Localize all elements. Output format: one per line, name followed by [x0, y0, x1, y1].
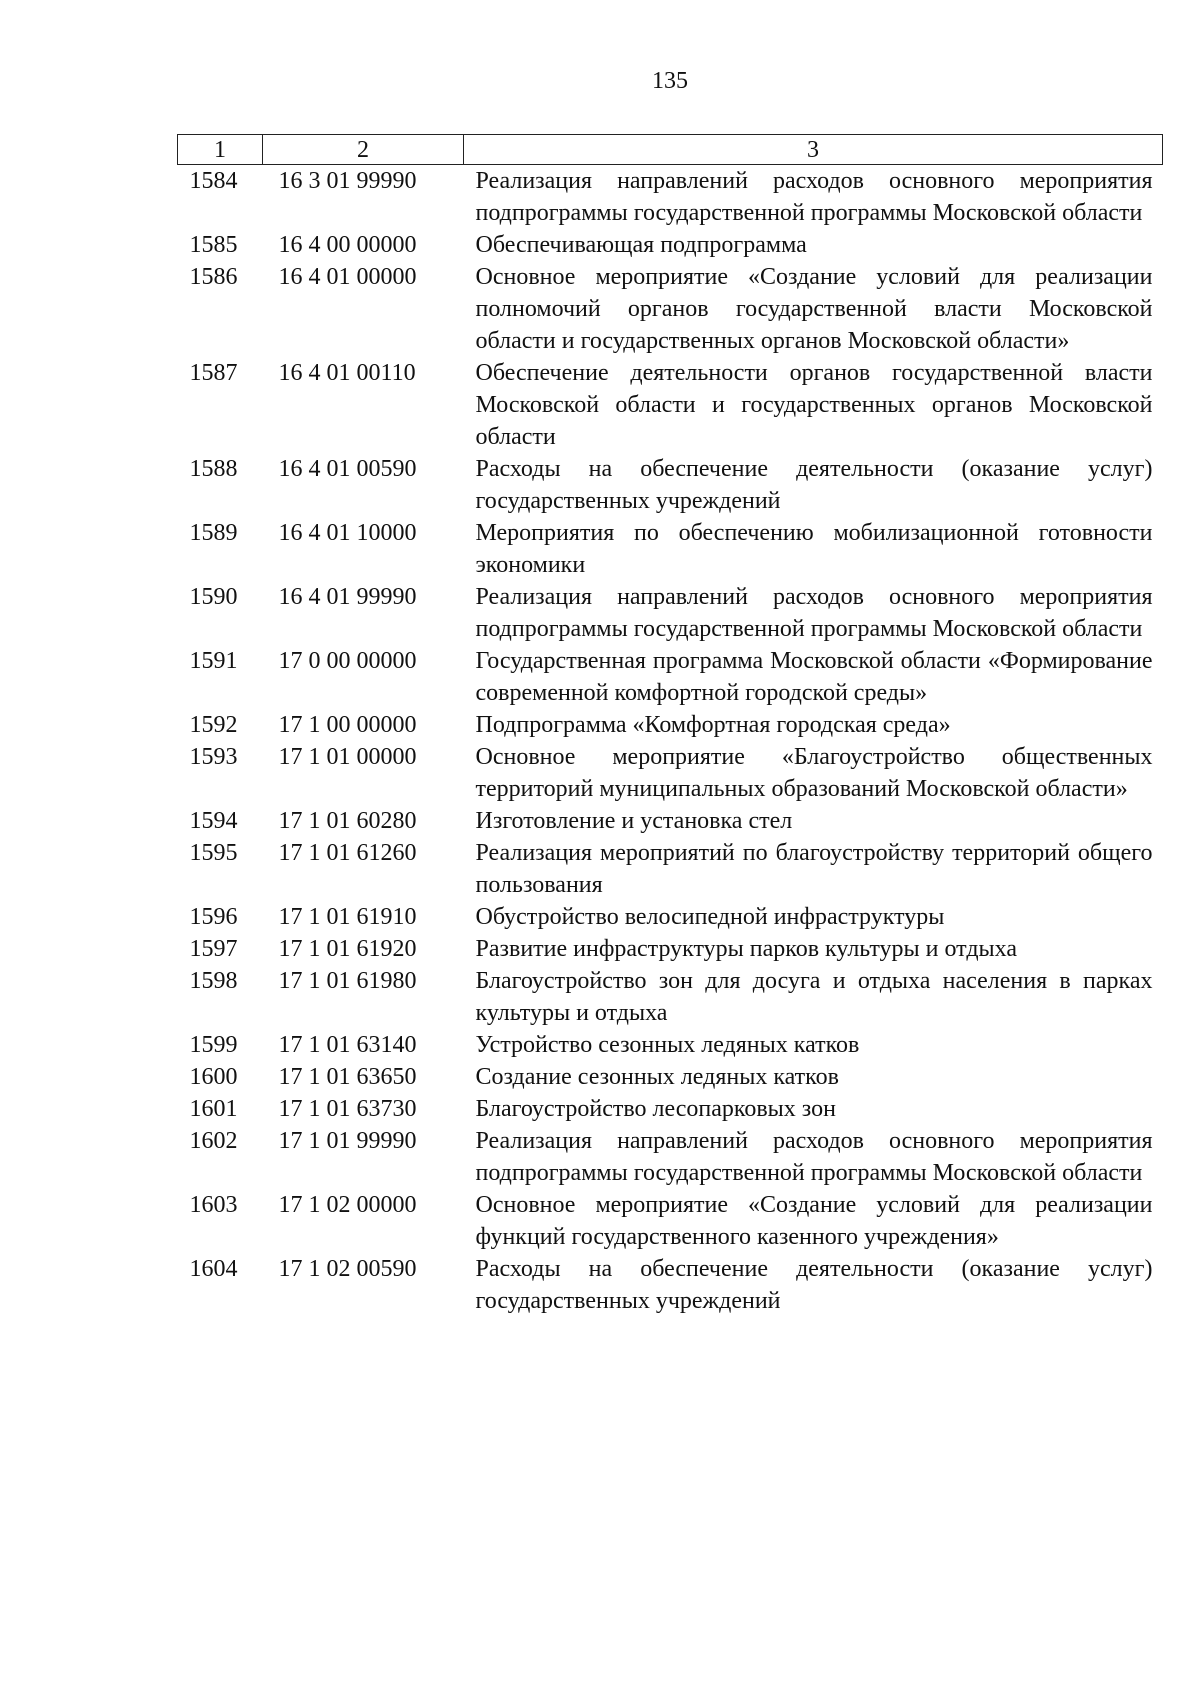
- row-name: Государственная программа Московской области «Формирование современной комфортной городской среды»: [475, 648, 1153, 706]
- row-code: 17 1 01 60280: [278, 808, 417, 834]
- table-row: [178, 1125, 1163, 1189]
- row-number: 1594: [189, 808, 238, 834]
- table-row: [178, 581, 1163, 645]
- table-row: [178, 453, 1163, 517]
- row-code: 17 1 01 61910: [278, 904, 417, 930]
- row-name: Подпрограмма «Комфортная городская среда»: [475, 712, 951, 738]
- row-name: Обеспечение деятельности органов государственной власти Московской области и государственных органов Московской области: [475, 360, 1153, 450]
- row-name: Реализация направлений расходов основного мероприятия подпрограммы государственной программы Московской области: [475, 168, 1153, 226]
- row-code: 17 1 01 61260: [278, 840, 417, 866]
- row-number: 1596: [189, 904, 238, 930]
- row-name: Основное мероприятие «Создание условий для реализации функций государственного казенного учреждения»: [475, 1192, 1153, 1250]
- row-code: 16 4 01 10000: [278, 520, 417, 546]
- row-code: 17 1 01 99990: [278, 1128, 417, 1154]
- row-code: 16 3 01 99990: [278, 168, 417, 194]
- row-name: Обустройство велосипедной инфраструктуры: [475, 904, 945, 930]
- row-number: 1599: [189, 1032, 238, 1058]
- table-row: [178, 517, 1163, 581]
- row-code: 17 1 01 61920: [278, 936, 417, 962]
- row-number: 1593: [189, 744, 238, 770]
- row-name: Расходы на обеспечение деятельности (оказание услуг) государственных учреждений: [475, 1256, 1153, 1314]
- row-number: 1597: [189, 936, 238, 962]
- table-row: [178, 837, 1163, 901]
- row-code: 17 1 02 00590: [278, 1256, 417, 1282]
- table-row: [178, 1061, 1163, 1093]
- row-name: Благоустройство лесопарковых зон: [475, 1096, 836, 1122]
- row-name: Мероприятия по обеспечению мобилизационной готовности экономики: [475, 520, 1153, 578]
- table-row: [178, 645, 1163, 709]
- row-number: 1598: [189, 968, 238, 994]
- row-code: 17 1 01 63140: [278, 1032, 417, 1058]
- row-code: 17 1 01 61980: [278, 968, 417, 994]
- row-number: 1603: [189, 1192, 238, 1218]
- table-row: [178, 965, 1163, 1029]
- row-number: 1591: [189, 648, 238, 674]
- table-row: [178, 805, 1163, 837]
- row-name: Создание сезонных ледяных катков: [475, 1064, 839, 1090]
- row-number: 1602: [189, 1128, 238, 1154]
- row-name: Реализация направлений расходов основного мероприятия подпрограммы государственной программы Московской области: [475, 584, 1153, 642]
- row-number: 1587: [189, 360, 238, 386]
- row-code: 16 4 01 00000: [278, 264, 417, 290]
- row-name: Обеспечивающая подпрограмма: [475, 232, 807, 258]
- column-header-1: 1: [178, 135, 263, 165]
- table-body: [178, 165, 1163, 1318]
- row-code: 16 4 01 00110: [278, 360, 416, 386]
- budget-classification-table: [177, 134, 1163, 1317]
- row-code: 17 0 00 00000: [278, 648, 417, 674]
- table-row: [178, 165, 1163, 230]
- row-number: 1604: [189, 1256, 238, 1282]
- table-row: [178, 741, 1163, 805]
- row-name: Развитие инфраструктуры парков культуры и отдыха: [475, 936, 1017, 962]
- row-name: Расходы на обеспечение деятельности (оказание услуг) государственных учреждений: [475, 456, 1153, 514]
- row-number: 1600: [189, 1064, 238, 1090]
- row-name: Основное мероприятие «Создание условий для реализации полномочий органов государственной власти Московской области и государственных органов Московской области»: [475, 264, 1153, 354]
- row-name: Основное мероприятие «Благоустройство общественных территорий муниципальных образований Московской области»: [475, 744, 1153, 802]
- page-number: 135: [652, 68, 688, 94]
- row-number: 1595: [189, 840, 238, 866]
- row-number: 1588: [189, 456, 238, 482]
- row-code: 17 1 01 63730: [278, 1096, 417, 1122]
- table-row: [178, 261, 1163, 357]
- row-number: 1584: [189, 168, 238, 194]
- row-name: Устройство сезонных ледяных катков: [475, 1032, 860, 1058]
- table-row: [178, 901, 1163, 933]
- table-row: [178, 1253, 1163, 1317]
- row-code: 16 4 01 99990: [278, 584, 417, 610]
- row-number: 1601: [189, 1096, 238, 1122]
- row-name: Реализация направлений расходов основного мероприятия подпрограммы государственной программы Московской области: [475, 1128, 1153, 1186]
- row-number: 1592: [189, 712, 238, 738]
- row-code: 17 1 00 00000: [278, 712, 417, 738]
- column-header-3: 3: [464, 135, 1163, 165]
- table-row: [178, 1029, 1163, 1061]
- row-number: 1585: [189, 232, 238, 258]
- row-number: 1586: [189, 264, 238, 290]
- table-row: [178, 229, 1163, 261]
- row-name: Изготовление и установка стел: [475, 808, 793, 834]
- column-header-2: 2: [263, 135, 464, 165]
- table-row: [178, 1189, 1163, 1253]
- row-number: 1589: [189, 520, 238, 546]
- row-code: 17 1 01 63650: [278, 1064, 417, 1090]
- table-row: [178, 357, 1163, 453]
- row-code: 17 1 02 00000: [278, 1192, 417, 1218]
- table-row: [178, 1093, 1163, 1125]
- row-code: 17 1 01 00000: [278, 744, 417, 770]
- row-number: 1590: [189, 584, 238, 610]
- row-code: 16 4 00 00000: [278, 232, 417, 258]
- row-code: 16 4 01 00590: [278, 456, 417, 482]
- table-header-row: [178, 135, 1163, 165]
- row-name: Реализация мероприятий по благоустройству территорий общего пользования: [475, 840, 1153, 898]
- table-row: [178, 709, 1163, 741]
- row-name: Благоустройство зон для досуга и отдыха населения в парках культуры и отдыха: [475, 968, 1153, 1026]
- table-row: [178, 933, 1163, 965]
